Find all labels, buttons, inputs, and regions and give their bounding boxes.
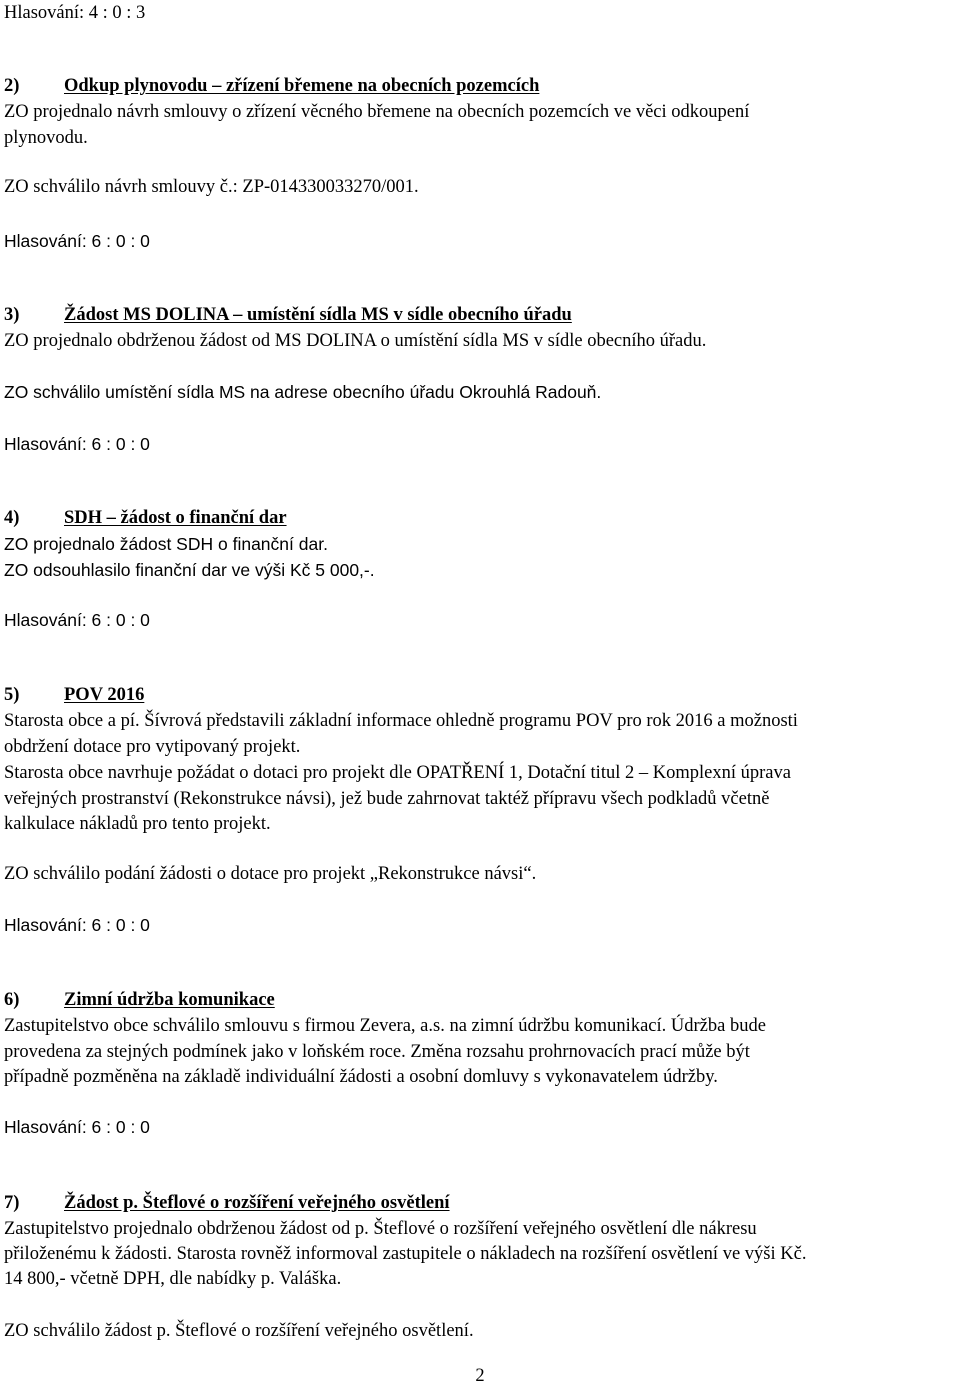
section-4-heading <box>4 505 287 531</box>
section-number: 2) <box>4 76 20 96</box>
section-3-vote: Hlasování: 6 : 0 : 0 <box>4 434 150 454</box>
section-title: Žádost p. Šteflové o rozšíření veřejného osvětlení <box>64 1193 450 1213</box>
section-4-text-line: ZO projednalo žádost SDH o finanční dar. <box>4 534 328 554</box>
section-2-text-line: ZO projednalo návrh smlouvy o zřízení věcného břemene na obecních pozemcích ve věci odkoupení <box>4 102 750 122</box>
section-title: SDH – žádost o finanční dar <box>64 508 287 528</box>
section-5-text-line: kalkulace nákladů pro tento projekt. <box>4 814 271 834</box>
section-7-heading <box>4 1190 450 1216</box>
section-5-text-line: obdržení dotace pro vytipovaný projekt. <box>4 737 301 757</box>
section-2-text-line: plynovodu. <box>4 128 88 148</box>
section-7-text-line: přiloženému k žádosti. Starosta rovněž informoval zastupitele o nákladech na rozšíření osvětlení ve výši Kč. <box>4 1244 807 1264</box>
section-4-vote: Hlasování: 6 : 0 : 0 <box>4 610 150 630</box>
section-3-heading <box>4 302 572 328</box>
section-6-heading <box>4 987 275 1013</box>
section-4-text-line: ZO odsouhlasilo finanční dar ve výši Kč 5 000,-. <box>4 560 375 580</box>
section-6-vote: Hlasování: 6 : 0 : 0 <box>4 1117 150 1137</box>
section-5-text-line: Starosta obce navrhuje požádat o dotaci pro projekt dle OPATŘENÍ 1, Dotační titul 2 – Komplexní úprava <box>4 763 791 783</box>
section-6-text-line: případně pozměněna na základě individuální žádosti a osobní domluvy s vykonavatelem údržby. <box>4 1067 718 1087</box>
section-3-resolution: ZO schválilo umístění sídla MS na adrese obecního úřadu Okrouhlá Radouň. <box>4 382 602 402</box>
section-5-resolution: ZO schválilo podání žádosti o dotace pro projekt „Rekonstrukce návsi“. <box>4 864 537 884</box>
section-number: 6) <box>4 990 20 1010</box>
section-7-text-line: 14 800,- včetně DPH, dle nabídky p. Valáška. <box>4 1269 342 1289</box>
section-2-vote: Hlasování: 6 : 0 : 0 <box>4 231 150 251</box>
section-title: POV 2016 <box>64 685 145 705</box>
section-6-text-line: Zastupitelstvo obce schválilo smlouvu s firmou Zevera, a.s. na zimní údržbu komunikací. Údržba bude <box>4 1016 766 1036</box>
section-number: 3) <box>4 305 20 325</box>
section-6-text-line: provedena za stejných podmínek jako v loňském roce. Změna rozsahu prohrnovacích prací může být <box>4 1042 750 1062</box>
section-title: Zimní údržba komunikace <box>64 990 275 1010</box>
vote-result-top: Hlasování: 4 : 0 : 3 <box>4 3 146 23</box>
section-5-vote: Hlasování: 6 : 0 : 0 <box>4 915 150 935</box>
section-number: 5) <box>4 685 20 705</box>
section-7-text-line: Zastupitelstvo projednalo obdrženou žádost od p. Šteflové o rozšíření veřejného osvětlení dle nákresu <box>4 1219 757 1239</box>
section-5-text-line: Starosta obce a pí. Šívrová představili základní informace ohledně programu POV pro rok 2016 a možnosti <box>4 711 798 731</box>
section-2-resolution: ZO schválilo návrh smlouvy č.: ZP-014330033270/001. <box>4 177 419 197</box>
section-5-heading <box>4 682 144 708</box>
section-3-text-line: ZO projednalo obdrženou žádost od MS DOLINA o umístění sídla MS v sídle obecního úřadu. <box>4 331 707 351</box>
section-2-heading <box>4 73 539 99</box>
section-number: 7) <box>4 1193 20 1213</box>
page-number: 2 <box>475 1366 485 1386</box>
section-7-resolution: ZO schválilo žádost p. Šteflové o rozšíření veřejného osvětlení. <box>4 1321 474 1341</box>
section-number: 4) <box>4 508 20 528</box>
section-title: Žádost MS DOLINA – umístění sídla MS v sídle obecního úřadu <box>64 305 572 325</box>
section-title: Odkup plynovodu – zřízení břemene na obecních pozemcích <box>64 76 540 96</box>
section-5-text-line: veřejných prostranství (Rekonstrukce návsi), jež bude zahrnovat taktéž přípravu všech podkladů včetně <box>4 789 770 809</box>
